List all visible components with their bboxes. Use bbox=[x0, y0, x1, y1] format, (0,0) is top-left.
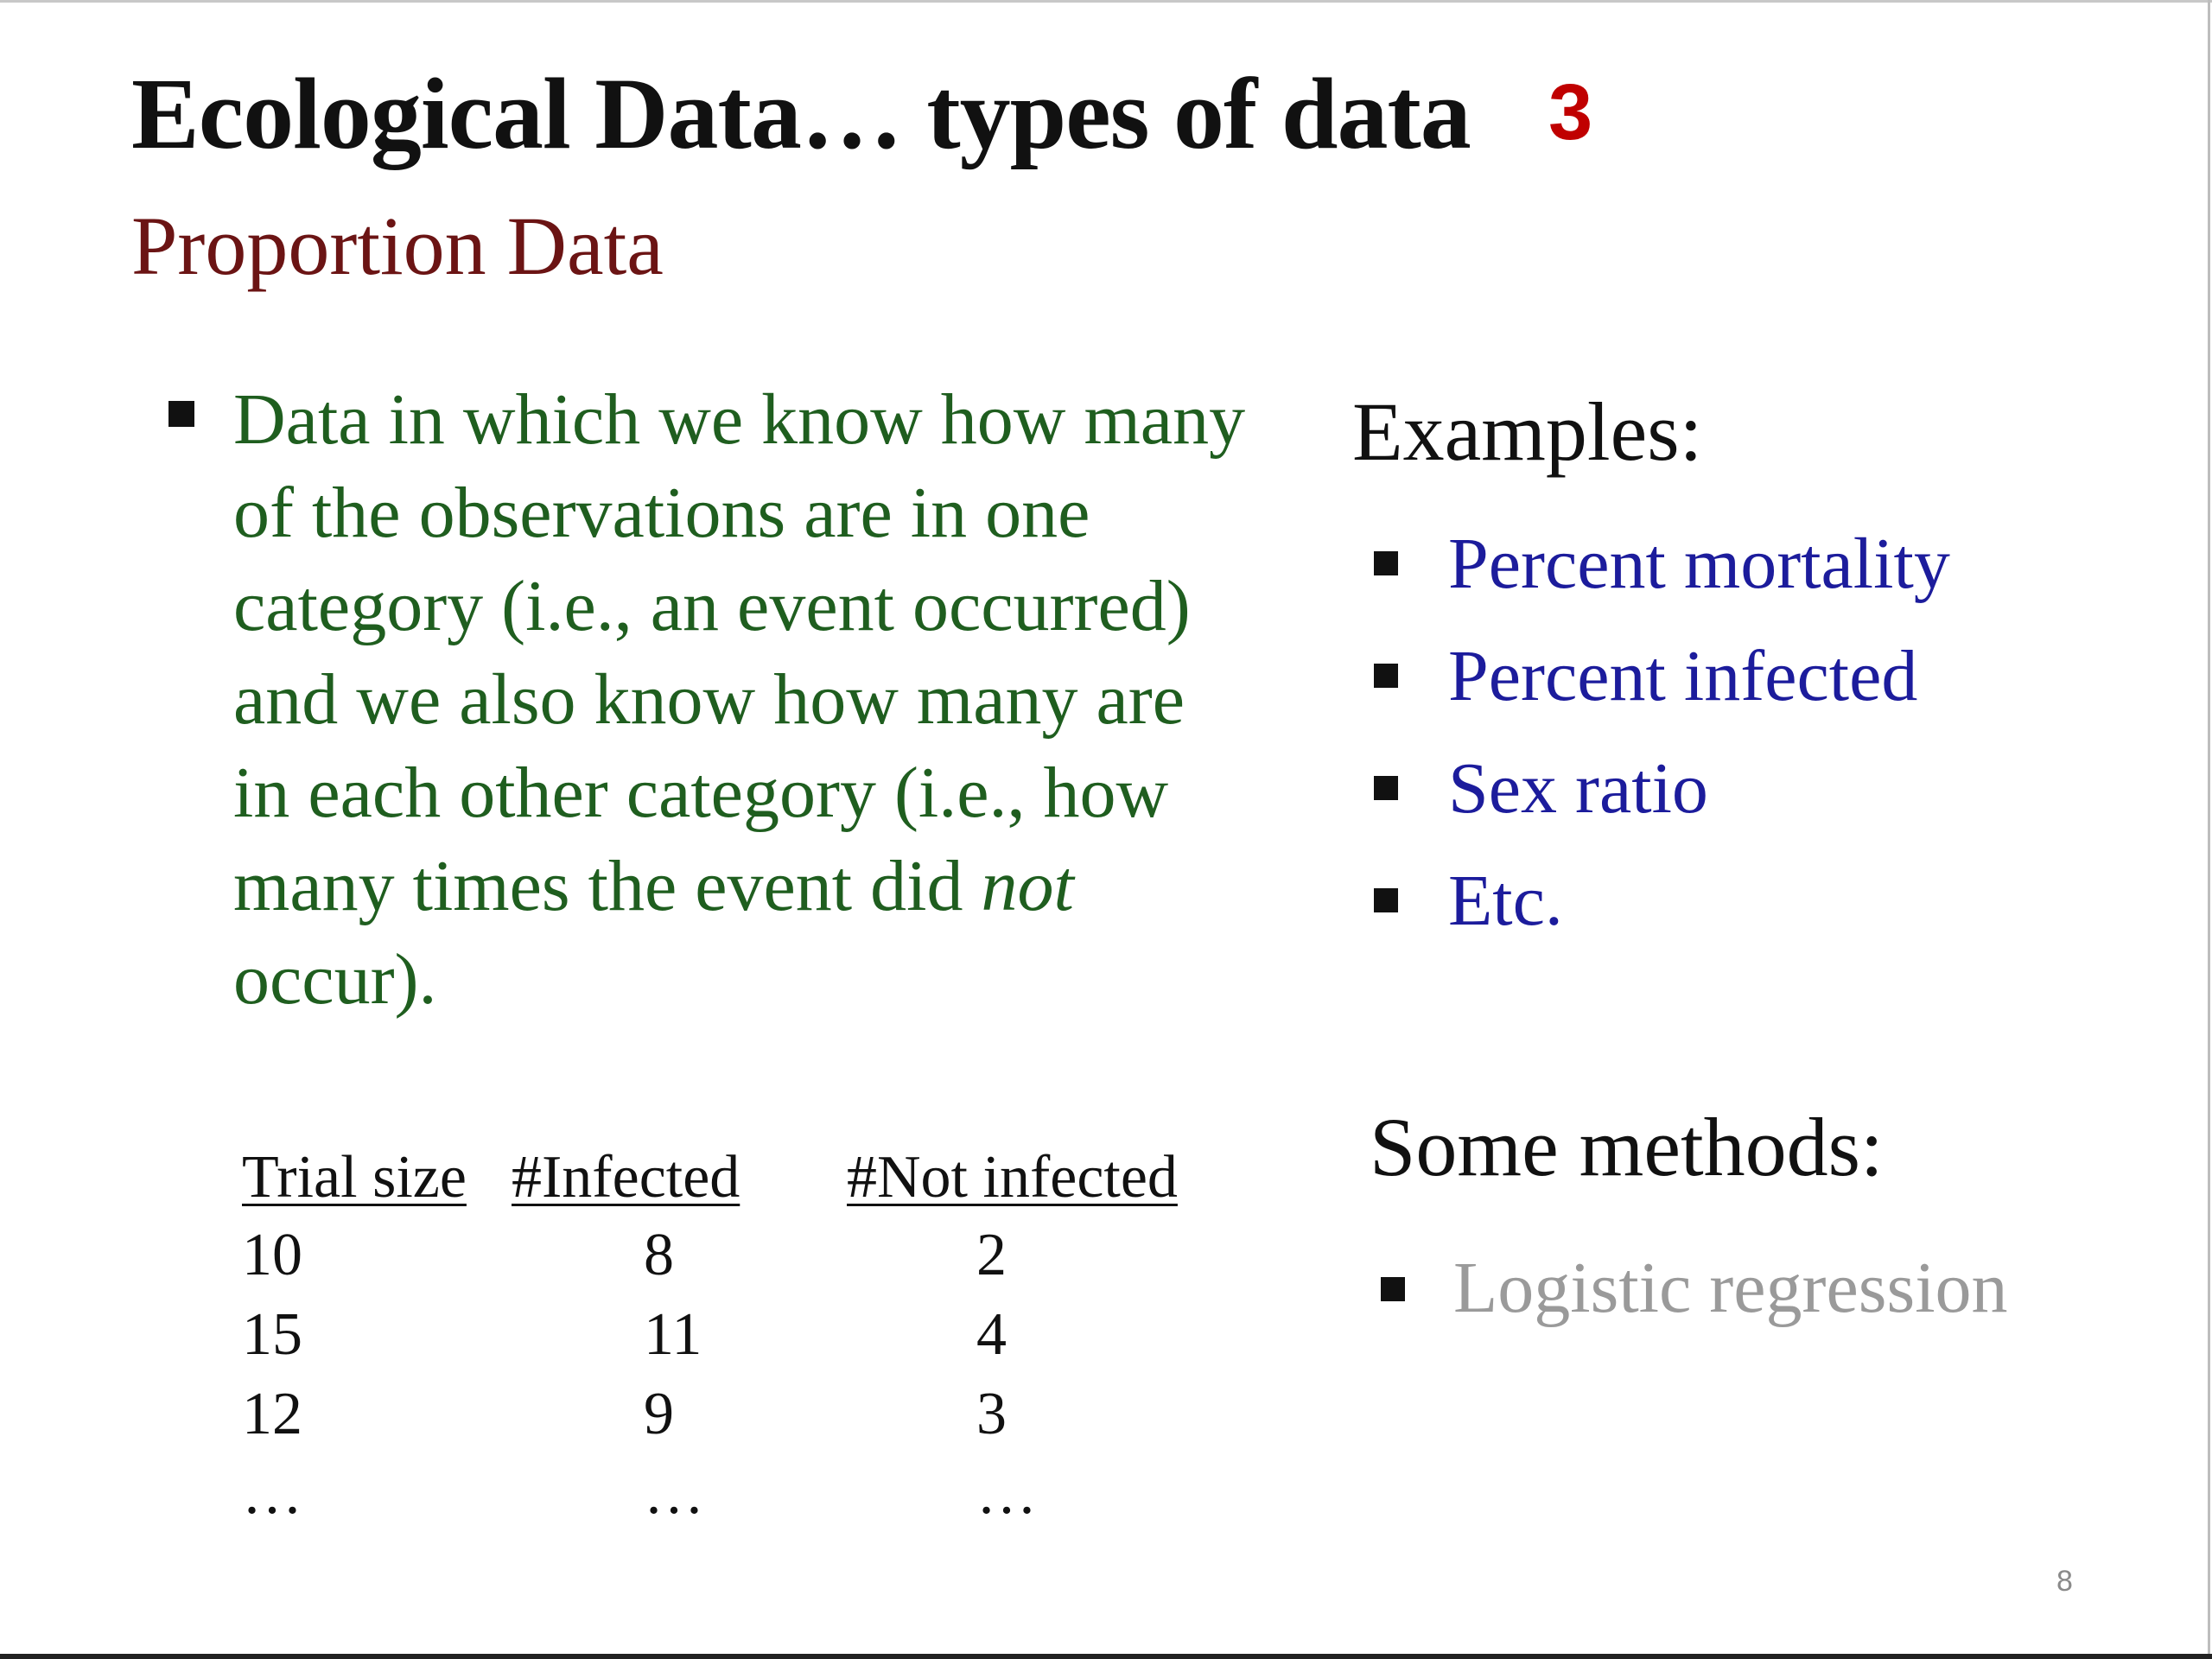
table-cell: 15 bbox=[242, 1301, 302, 1368]
bullet-icon bbox=[1374, 776, 1398, 800]
bullet-icon bbox=[1374, 551, 1398, 575]
table-row bbox=[242, 1217, 1236, 1294]
table-header-not-infected: #Not infected bbox=[847, 1144, 1178, 1211]
table-cell: 11 bbox=[644, 1301, 702, 1368]
methods-heading: Some methods: bbox=[1370, 1101, 1884, 1193]
table-cell: … bbox=[242, 1460, 302, 1527]
page-number: 8 bbox=[2056, 1565, 2073, 1598]
slide-title: Ecological Data… types of data bbox=[131, 57, 1471, 170]
table-cell: … bbox=[976, 1460, 1037, 1527]
table-cell: 10 bbox=[242, 1222, 302, 1288]
bullet-icon bbox=[1374, 664, 1398, 688]
bullet-icon bbox=[168, 401, 194, 427]
table-cell: 4 bbox=[976, 1301, 1007, 1368]
table-cell: 9 bbox=[644, 1381, 674, 1447]
slide-subtitle: Proportion Data bbox=[131, 200, 664, 292]
definition-italic-word: not bbox=[981, 846, 1074, 926]
definition-text-part1: Data in which we know how many of the observations are in one category (i.e., an event occurred) and we also know how many are in each other category (i.e., how many times the event did bbox=[233, 379, 1246, 926]
table-cell: 3 bbox=[976, 1381, 1007, 1447]
right-border bbox=[2208, 0, 2210, 1659]
bullet-icon bbox=[1374, 888, 1398, 912]
table-header-trial-size: Trial size bbox=[242, 1144, 467, 1211]
table-cell: 8 bbox=[644, 1222, 674, 1288]
slide-tag-number: 3 bbox=[1548, 68, 1593, 156]
table-row bbox=[242, 1455, 1236, 1533]
example-item-label: Percent infected bbox=[1448, 636, 1918, 716]
top-border bbox=[0, 0, 2212, 3]
table-row bbox=[242, 1376, 1236, 1453]
table-row bbox=[242, 1296, 1236, 1374]
example-item-label: Etc. bbox=[1448, 861, 1563, 941]
table-cell: 12 bbox=[242, 1381, 302, 1447]
bullet-icon bbox=[1381, 1277, 1405, 1301]
definition-text bbox=[233, 373, 1253, 1027]
examples-heading: Examples: bbox=[1352, 385, 1703, 478]
example-item-label: Percent mortality bbox=[1448, 524, 1950, 604]
bottom-border bbox=[0, 1654, 2212, 1659]
table-header-infected: #Infected bbox=[512, 1144, 741, 1211]
definition-text-part2: occur). bbox=[233, 939, 437, 1020]
table-cell: 2 bbox=[976, 1222, 1007, 1288]
example-item-label: Sex ratio bbox=[1448, 748, 1708, 829]
method-item-label: Logistic regression bbox=[1453, 1248, 2008, 1328]
table-cell: … bbox=[644, 1460, 704, 1527]
